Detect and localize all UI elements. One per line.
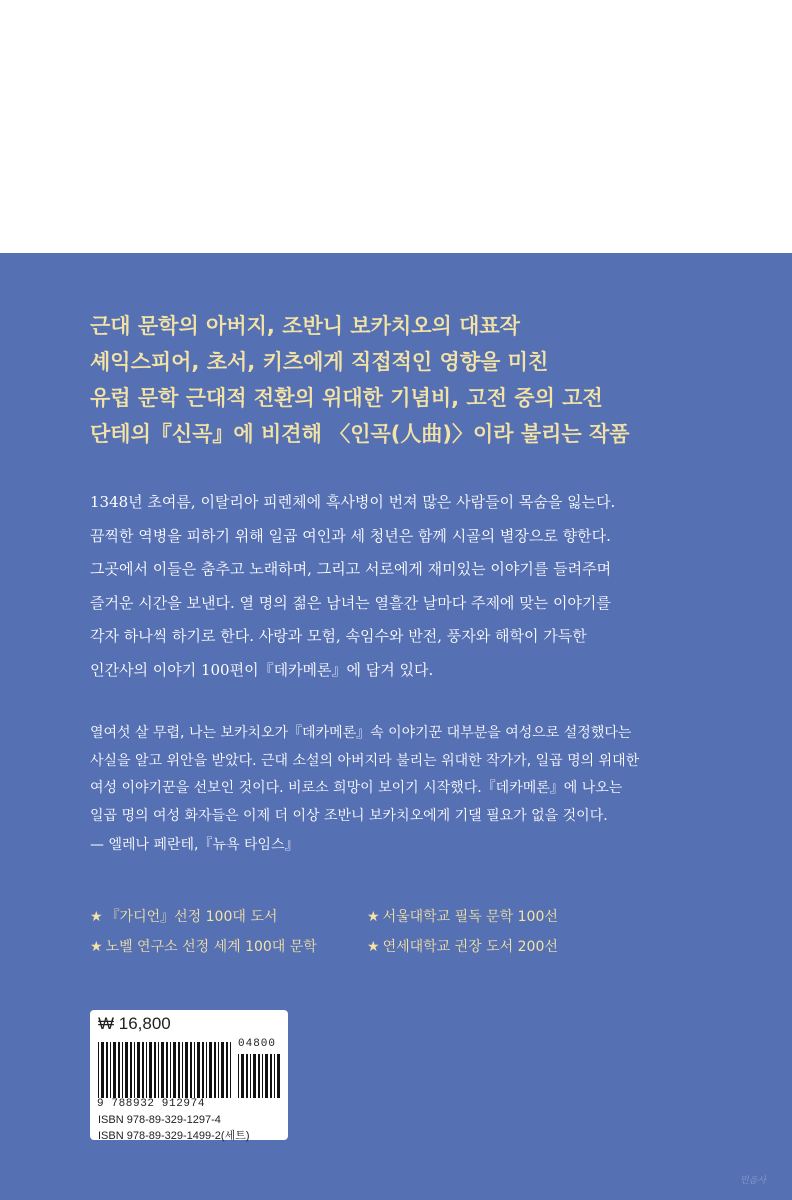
barcode-bar	[238, 1054, 239, 1098]
barcode-panel	[90, 1010, 288, 1140]
barcode-bar	[185, 1042, 188, 1098]
award-item	[90, 902, 277, 932]
barcode-bar	[250, 1054, 251, 1098]
barcode-bar	[161, 1042, 164, 1098]
award-text: 서울대학교 필독 문학 100선	[382, 909, 558, 925]
summary-line: 1348년 초여름, 이탈리아 피렌체에 흑사병이 번져 많은 사람들이 목숨을 잃는다.	[90, 493, 616, 511]
barcode-bar	[262, 1054, 263, 1098]
quote-line: 여성 이야기꾼을 선보인 것이다. 비로소 희망이 보이기 시작했다.『데카메론』에 나오는	[90, 780, 623, 796]
summary-paragraph	[90, 488, 730, 689]
addon-barcode	[238, 1054, 280, 1098]
summary-line: 각자 하나씩 하기로 한다. 사랑과 모험, 속임수와 반전, 풍자와 해학이 가득한	[90, 627, 587, 645]
award-text: 노벨 연구소 선정 세계 100대 문학	[105, 939, 317, 955]
headline-block	[90, 308, 730, 452]
barcode-bar	[173, 1042, 176, 1098]
publisher-logo: 민음사	[740, 1176, 767, 1186]
barcode-bar	[118, 1042, 120, 1098]
quote-line: 일곱 명의 여성 화자들은 이제 더 이상 조반니 보카치오에게 기댈 필요가 없을 것이다.	[90, 807, 608, 824]
star-icon: ★	[90, 909, 103, 925]
barcode-bar	[146, 1042, 147, 1098]
barcode-bar	[134, 1042, 135, 1098]
barcode-bar	[277, 1054, 280, 1098]
barcode-bar	[110, 1042, 111, 1098]
barcode-bar	[137, 1042, 140, 1098]
barcode-bar	[206, 1042, 207, 1098]
barcode-bar	[270, 1054, 272, 1098]
barcode-bar	[149, 1042, 152, 1098]
barcode-bar	[265, 1054, 268, 1098]
barcode-bar	[170, 1042, 171, 1098]
isbn-main: ISBN 978-89-329-1297-4	[98, 1114, 221, 1126]
headline-line: 유럽 문학 근대적 전환의 위대한 기념비, 고전 중의 고전	[90, 386, 603, 410]
barcode-bar	[101, 1042, 104, 1098]
award-text: 연세대학교 권장 도서 200선	[382, 939, 558, 955]
barcode-bar	[194, 1042, 195, 1098]
barcode-bar	[218, 1042, 219, 1098]
headline-line: 셰익스피어, 초서, 키츠에게 직접적인 영향을 미친	[90, 350, 549, 374]
barcode-bar	[113, 1042, 116, 1098]
barcode-bar	[125, 1042, 128, 1098]
barcode-bar	[202, 1042, 204, 1098]
barcode-bar	[130, 1042, 132, 1098]
quote-line: 열여섯 살 무렵, 나는 보카치오가『데카메론』속 이야기꾼 대부분을 여성으로 설정했다는	[90, 725, 632, 741]
barcode-bar	[241, 1054, 244, 1098]
top-blank-area	[0, 0, 792, 253]
award-text: 『가디언』선정 100대 도서	[105, 909, 278, 925]
star-icon: ★	[367, 909, 380, 925]
barcode-bar	[274, 1054, 275, 1098]
barcode-bar	[158, 1042, 159, 1098]
award-item	[367, 932, 558, 962]
barcode-bar	[178, 1042, 180, 1098]
barcode-bar	[98, 1042, 99, 1098]
barcode-bar	[221, 1042, 224, 1098]
barcode-bar	[182, 1042, 183, 1098]
barcode-bar	[226, 1042, 228, 1098]
headline-line: 단테의『신곡』에 비견해 〈인곡(人曲)〉이라 불리는 작품	[90, 422, 630, 446]
barcode-bar	[246, 1054, 248, 1098]
headline-line: 근대 문학의 아버지, 조반니 보카치오의 대표작	[90, 314, 520, 338]
barcode-bar	[214, 1042, 216, 1098]
award-item	[90, 932, 317, 962]
barcode-bar	[209, 1042, 212, 1098]
barcode-bar	[253, 1054, 256, 1098]
quote-line: 사실을 알고 위안을 받았다. 근대 소설의 아버지라 불리는 위대한 작가가, 일곱 명의 위대한	[90, 752, 640, 769]
ean-barcode	[98, 1042, 233, 1098]
barcode-bar	[122, 1042, 123, 1098]
barcode-bar	[197, 1042, 200, 1098]
price-label: ₩ 16,800	[98, 1014, 171, 1033]
barcode-bar	[190, 1042, 192, 1098]
barcode-bar	[166, 1042, 168, 1098]
summary-line: 인간사의 이야기 100편이『데카메론』에 담겨 있다.	[90, 660, 434, 679]
star-icon: ★	[90, 939, 103, 955]
barcode-bar	[154, 1042, 156, 1098]
barcode-bar	[142, 1042, 144, 1098]
summary-line: 그곳에서 이들은 춤추고 노래하며, 그리고 서로에게 재미있는 이야기를 들려주며	[90, 560, 612, 578]
isbn-set: ISBN 978-89-329-1499-2(세트)	[98, 1130, 250, 1142]
summary-line: 끔찍한 역병을 피하기 위해 일곱 여인과 세 청년은 함께 시골의 별장으로 향한다.	[90, 526, 611, 545]
star-icon: ★	[367, 939, 380, 955]
barcode-bar	[230, 1042, 231, 1098]
summary-line: 즐거운 시간을 보낸다. 열 명의 젊은 남녀는 열흘간 날마다 주제에 맞는 이야기를	[90, 593, 611, 612]
review-quote	[90, 720, 730, 858]
addon-number: 04800	[238, 1038, 277, 1050]
award-item	[367, 902, 558, 932]
quote-attribution: — 엘레나 페란테,『뉴욕 타임스』	[90, 837, 299, 853]
barcode-bar	[106, 1042, 108, 1098]
ean-number: 9 788932 912974	[97, 1098, 206, 1110]
barcode-bar	[258, 1054, 260, 1098]
